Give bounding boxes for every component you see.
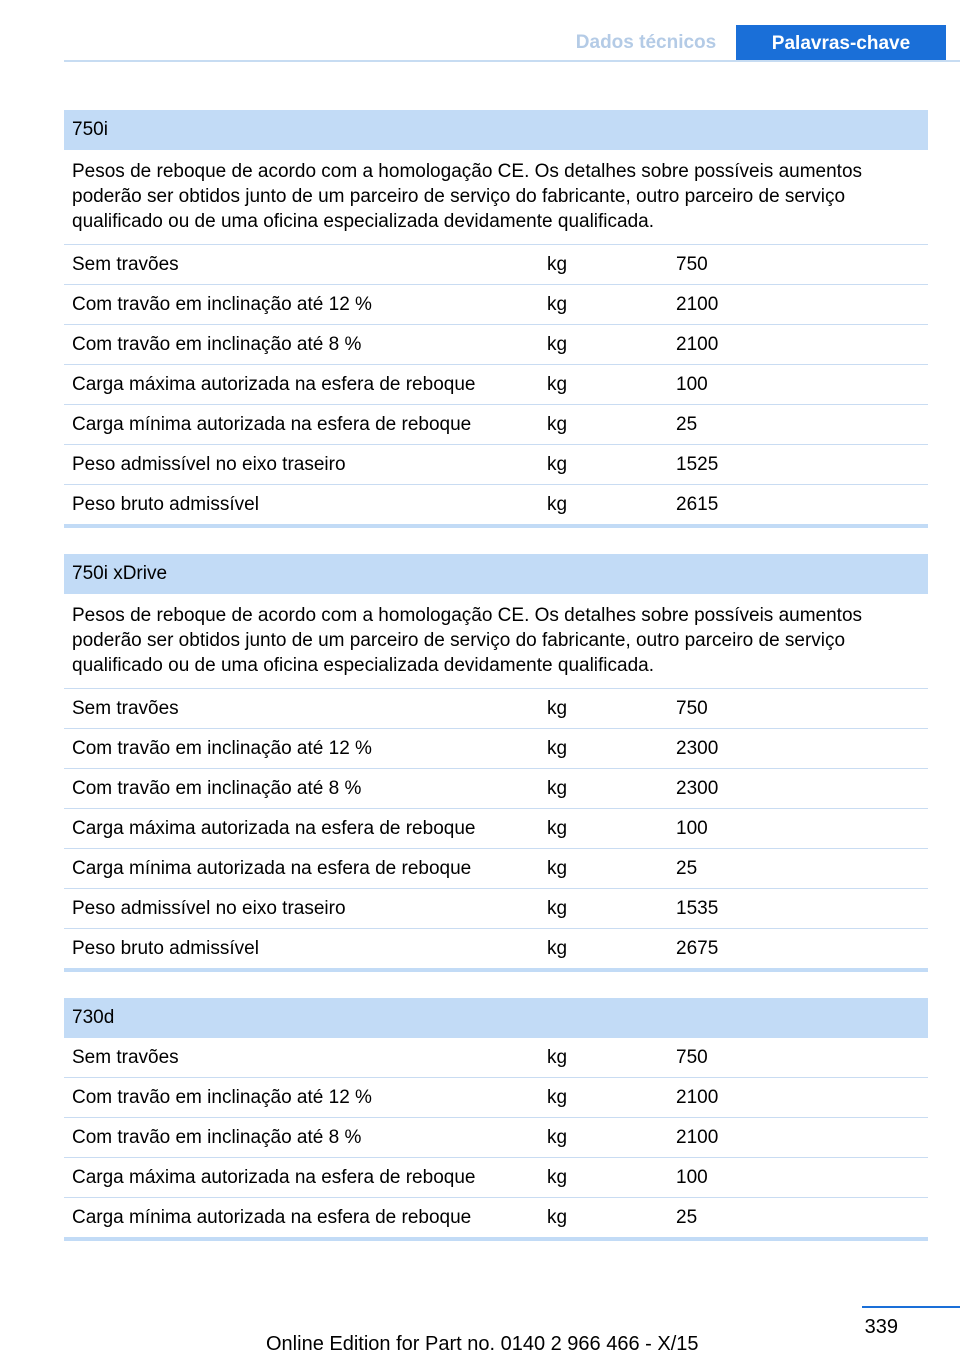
row-unit: kg [547,333,568,355]
row-label: Peso admissível no eixo traseiro [72,897,346,919]
row-value: 2300 [676,777,719,799]
header-divider [64,60,960,62]
table-note: Pesos de reboque de acordo com a homologação CE. Os detalhes sobre possíveis aumentos poderão ser obtidos junto de um parceiro de serviço do fabricante, outro parceiro de serviço qualificado ou de uma oficina especializada devidamente qualificada. [64,594,928,689]
row-value: 25 [676,1206,698,1228]
row-unit: kg [547,1126,568,1148]
row-label: Sem travões [72,697,179,719]
row-label: Peso admissível no eixo traseiro [72,453,346,475]
table-row [64,285,928,325]
row-value: 100 [676,817,708,839]
row-label: Carga mínima autorizada na esfera de reboque [72,1206,472,1228]
row-value: 2675 [676,937,719,959]
row-label: Peso bruto admissível [72,493,259,515]
spec-table-750i [64,110,928,528]
row-unit: kg [547,1046,568,1068]
row-label: Sem travões [72,1046,179,1068]
page-number: 339 [864,1316,898,1338]
page-number-rule [862,1306,960,1308]
table-title: 750i [64,110,928,150]
row-value: 750 [676,253,708,275]
row-unit: kg [547,413,568,435]
row-label: Sem travões [72,253,179,275]
row-unit: kg [547,937,568,959]
table-bottom-rule [64,524,928,528]
table-row [64,769,928,809]
row-unit: kg [547,697,568,719]
table-row [64,405,928,445]
table-row [64,365,928,405]
table-row [64,1118,928,1158]
row-label: Peso bruto admissível [72,937,259,959]
row-value: 100 [676,1166,708,1188]
row-label: Com travão em inclinação até 12 % [72,1086,372,1108]
row-label: Com travão em inclinação até 8 % [72,333,362,355]
row-value: 2300 [676,737,719,759]
spec-table-750i-xdrive [64,554,928,972]
table-row [64,245,928,285]
row-value: 2615 [676,493,719,515]
spec-table-730d [64,998,928,1241]
table-row [64,485,928,524]
table-row [64,445,928,485]
table-row [64,889,928,929]
row-label: Carga mínima autorizada na esfera de reboque [72,413,472,435]
table-bottom-rule [64,1237,928,1241]
table-title: 730d [64,998,928,1038]
edition-note: Online Edition for Part no. 0140 2 966 466 - X/15 [266,1333,699,1355]
row-label: Carga mínima autorizada na esfera de reboque [72,857,472,879]
tab-palavras-chave[interactable]: Palavras-chave [736,25,946,62]
row-value: 2100 [676,1086,719,1108]
row-label: Carga máxima autorizada na esfera de reboque [72,373,476,395]
row-unit: kg [547,293,568,315]
row-unit: kg [547,493,568,515]
row-unit: kg [547,373,568,395]
row-unit: kg [547,817,568,839]
row-value: 2100 [676,1126,719,1148]
row-value: 1535 [676,897,719,919]
row-value: 2100 [676,293,719,315]
row-unit: kg [547,1166,568,1188]
row-label: Com travão em inclinação até 12 % [72,737,372,759]
row-unit: kg [547,253,568,275]
row-value: 2100 [676,333,719,355]
table-row [64,809,928,849]
table-row [64,1038,928,1078]
row-unit: kg [547,453,568,475]
table-note: Pesos de reboque de acordo com a homologação CE. Os detalhes sobre possíveis aumentos poderão ser obtidos junto de um parceiro de serviço do fabricante, outro parceiro de serviço qualificado ou de uma oficina especializada devidamente qualificada. [64,150,928,245]
row-value: 25 [676,413,698,435]
row-label: Carga máxima autorizada na esfera de reboque [72,817,476,839]
table-row [64,1078,928,1118]
row-label: Com travão em inclinação até 8 % [72,1126,362,1148]
row-unit: kg [547,1206,568,1228]
row-value: 100 [676,373,708,395]
row-value: 1525 [676,453,719,475]
tab-dados-tecnicos[interactable]: Dados técnicos [575,32,717,53]
row-label: Com travão em inclinação até 8 % [72,777,362,799]
table-title: 750i xDrive [64,554,928,594]
row-unit: kg [547,777,568,799]
table-row [64,929,928,968]
table-row [64,325,928,365]
row-value: 750 [676,1046,708,1068]
row-unit: kg [547,897,568,919]
row-label: Carga máxima autorizada na esfera de reboque [72,1166,476,1188]
row-value: 25 [676,857,698,879]
table-row [64,729,928,769]
row-unit: kg [547,737,568,759]
row-label: Com travão em inclinação até 12 % [72,293,372,315]
row-value: 750 [676,697,708,719]
table-row [64,1158,928,1198]
row-unit: kg [547,1086,568,1108]
table-row [64,1198,928,1237]
row-unit: kg [547,857,568,879]
table-row [64,849,928,889]
table-row [64,689,928,729]
table-bottom-rule [64,968,928,972]
